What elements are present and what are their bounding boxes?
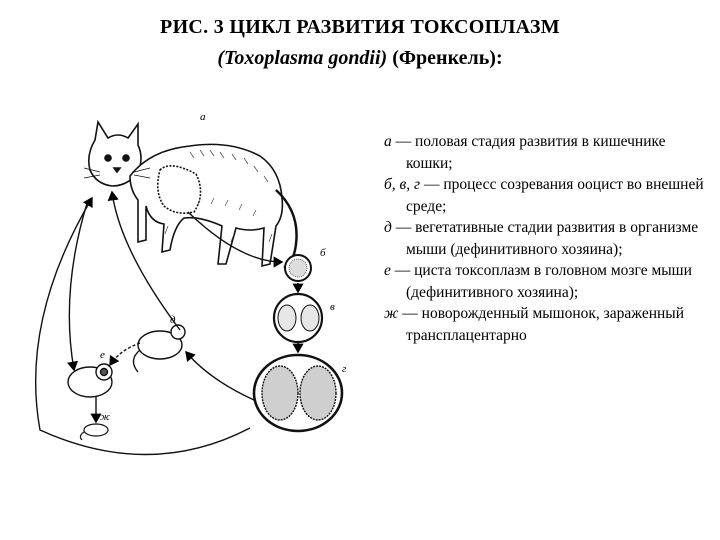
legend-text: — процесс созревания ооцист во внешней среде; [406, 176, 704, 215]
species-latin-name: (Toxoplasma gondii) [217, 47, 388, 69]
subtitle-author: (Френкель): [387, 47, 503, 69]
oocyst-stage-v [274, 294, 322, 342]
legend-entry-bvg [384, 174, 714, 217]
legend-letter: е [384, 262, 391, 279]
legend-letter: б, в, г [384, 176, 421, 193]
legend-entry-e [384, 260, 714, 303]
figure-title: РИС. 3 ЦИКЛ РАЗВИТИЯ ТОКСОПЛАЗМ [160, 16, 560, 38]
legend-text: — циста токсоплазм в головном мозге мыши (дефинитивного хозяина); [390, 262, 692, 301]
oocyst-stage-g [254, 355, 342, 431]
label-b: б [320, 247, 326, 259]
label-zh: ж [100, 411, 111, 423]
mouse-brain-cyst [68, 364, 112, 397]
legend-letter: а [384, 133, 392, 150]
oocyst-stage-b [285, 255, 311, 281]
label-e: е [100, 349, 105, 361]
legend-text: — новорожденный мышонок, зараженный трансплацентарно [398, 305, 684, 344]
legend-letter: ж [384, 305, 399, 322]
legend-entry-d [384, 217, 714, 260]
legend-text: — вегетативные стадии развития в организме мыши (дефинитивного хозяина); [391, 219, 699, 258]
legend [384, 131, 714, 346]
label-d: д [170, 314, 176, 326]
label-g: г [342, 363, 347, 375]
cat-drawing [84, 122, 297, 268]
legend-text: — половая стадия развития в кишечнике кошки; [391, 133, 666, 172]
newborn-mouse [80, 424, 108, 440]
label-v: в [330, 301, 335, 313]
legend-entry-a [384, 131, 714, 174]
label-a: а [200, 111, 206, 123]
legend-letter: д [384, 219, 392, 236]
mouse-adult [133, 325, 185, 372]
legend-entry-zh [384, 303, 714, 346]
